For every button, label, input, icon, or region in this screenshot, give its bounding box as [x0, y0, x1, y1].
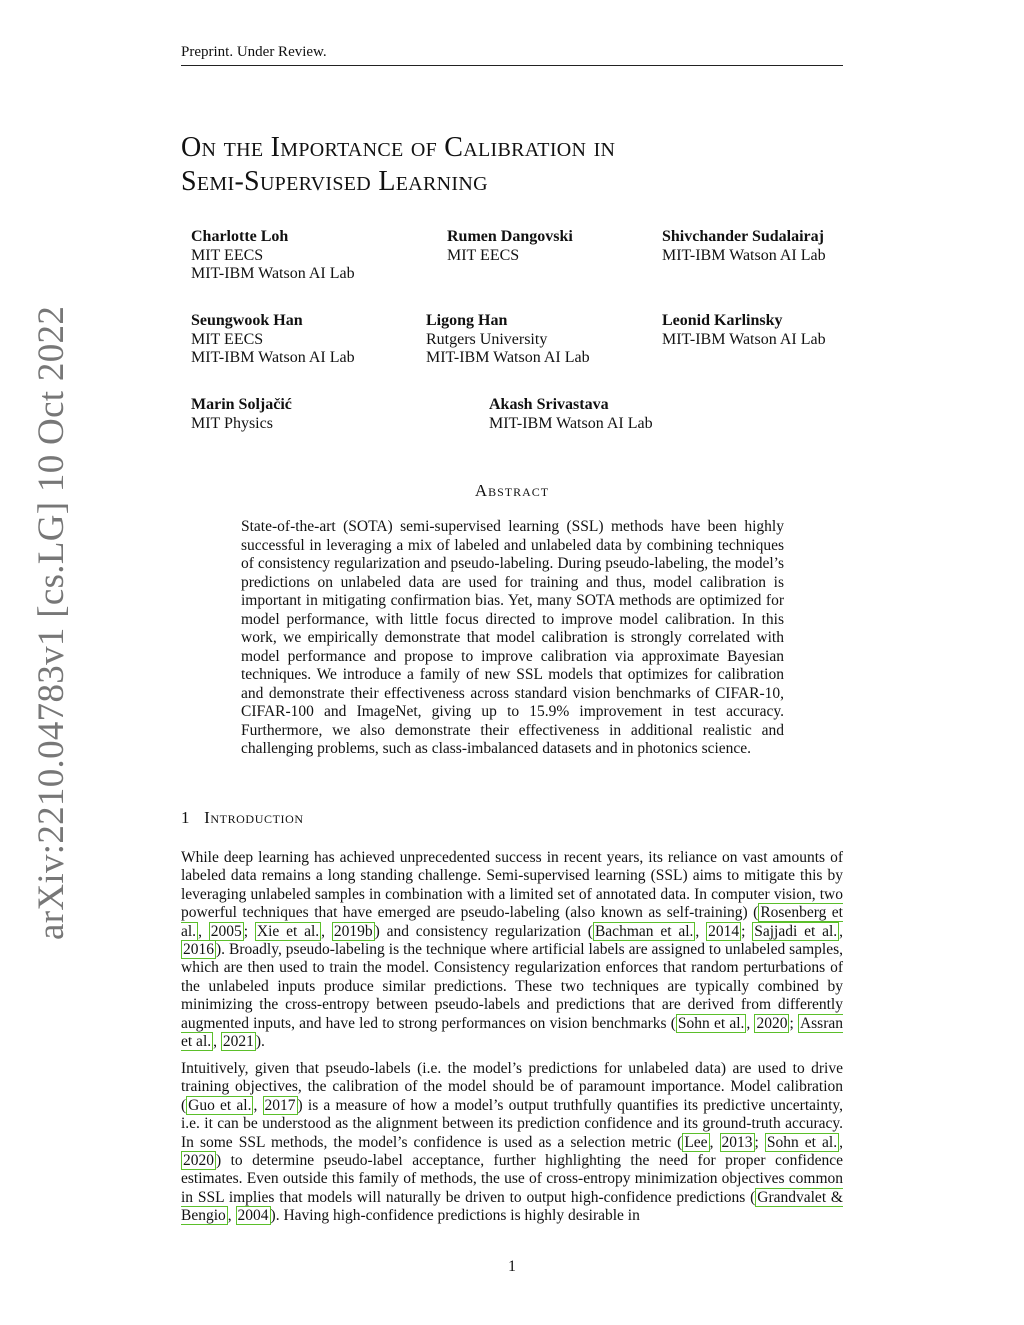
author-affiliation: MIT EECS: [191, 330, 264, 348]
author-name: Akash Srivastava: [489, 396, 609, 413]
title-capital: C: [444, 132, 464, 163]
title-smallcaps: alibration in: [463, 132, 616, 163]
citation-link[interactable]: Xie et al.: [256, 922, 320, 940]
abstract-text: State-of-the-art (SOTA) semi-supervised learning (SSL) methods have been highly successful in leveraging a mix of labeled and unlabeled data by combining techniques of consistency regularization and pseudo-labeling. During pseudo-labeling, the model’s predictions on unlabeled data are used for training and thus, model calibration is important in mitigating confirmation bias. Yet, many SOTA methods are optimized for model performance, with little focus directed to improve model calibration. In this work, we empirically demonstrate that model calibration is strongly correlated with model performance and propose to improve calibration via approximate Bayesian techniques. We introduce a family of new SSL models that optimizes for calibration and demonstrate their effectiveness across standard vision benchmarks of CIFAR-10, CIFAR-100 and ImageNet, giving up to 15.9% improvement in test accuracy. Furthermore, we also demonstrate their effectiveness in additional realistic and challenging problems, such as class-imbalanced datasets and in photonics science.: [241, 518, 784, 757]
citation-link[interactable]: Grandvalet & Bengio: [181, 1188, 843, 1225]
author-affiliation: MIT-IBM Watson AI Lab: [426, 349, 590, 366]
author-name: Shivchander Sudalairaj: [662, 228, 824, 245]
section-heading: [181, 808, 304, 828]
title-line-2: [181, 165, 615, 199]
author-affiliation: MIT-IBM Watson AI Lab: [662, 330, 826, 348]
title-smallcaps: upervised: [259, 166, 379, 197]
citation-link[interactable]: 2014: [708, 922, 740, 940]
author-affiliation: MIT-IBM Watson AI Lab: [662, 246, 826, 264]
citation-link[interactable]: Lee: [684, 1133, 708, 1151]
title-capital: L: [378, 166, 396, 197]
citation-link[interactable]: Sohn et al.: [677, 1014, 745, 1032]
citation-link[interactable]: Sohn et al.: [766, 1133, 838, 1151]
author-block: [447, 228, 573, 265]
title-capital: O: [181, 132, 202, 163]
arxiv-stamp: arXiv:2210.04783v1 [cs.LG] 10 Oct 2022: [31, 305, 72, 940]
citation-link[interactable]: Sajjadi et al.: [754, 922, 838, 940]
title-capital: S: [181, 166, 197, 197]
citation-link[interactable]: 2020: [756, 1014, 788, 1032]
abstract-heading: Abstract: [474, 481, 550, 500]
title-smallcaps: earning: [395, 166, 488, 197]
section-title: Introduction: [204, 808, 304, 827]
author-block: [426, 312, 590, 368]
author-block: [489, 396, 653, 433]
author-affiliation: MIT EECS: [447, 246, 520, 264]
citation-link[interactable]: 2005: [210, 922, 242, 940]
title-smallcaps: mportance of: [280, 132, 445, 163]
citation-link[interactable]: Guo et al.: [188, 1096, 252, 1114]
citation-link[interactable]: 2021: [222, 1033, 254, 1051]
paper-title: [181, 131, 615, 199]
page-number: 1: [508, 1258, 516, 1275]
citation-link[interactable]: 2020: [183, 1152, 214, 1170]
citation-link[interactable]: 2013: [721, 1133, 753, 1151]
title-capital: -S: [234, 166, 260, 197]
header-rule: [181, 65, 843, 66]
section-number: 1: [181, 808, 191, 827]
citation-link[interactable]: Bachman et al.: [594, 922, 694, 940]
author-affiliation: Rutgers University: [426, 330, 548, 348]
author-name: Rumen Dangovski: [447, 228, 573, 245]
author-affiliation: MIT-IBM Watson AI Lab: [191, 265, 355, 282]
author-affiliation: MIT EECS: [191, 246, 264, 264]
title-smallcaps: emi: [196, 166, 235, 197]
citation-link[interactable]: 2017: [264, 1096, 296, 1114]
citation-link[interactable]: Assran et al.: [181, 1014, 844, 1051]
intro-paragraph-1: While deep learning has achieved unprecedented success in recent years, its reliance on vast amounts of labeled data remains a long standing challenge. Semi-supervised learning (SSL) aims to mitigate this by leveraging unlabeled samples in combination with a limited set of annotated data. In computer vision, two powerful techniques that have emerged are pseudo-labeling (also known as self-training) ( Rosenberg et al. , 2005 ; Xie et al. , 2019b ) and consistency regularization ( Bachman et al. , 2014 ; Sajjadi et al. , 2016 ). Broadly, pseudo-labeling is the technique where artificial labels are assigned to unlabeled samples, which are then used to train the model. Consistency regularization enforces that random perturbations of the unlabeled inputs produce similar predictions. These two techniques are typically combined by minimizing the cross-entropy between pseudo-labels and predictions that are derived from differently augmented inputs, and have led to strong performances on vision benchmarks ( Sohn et al. , 2020 ; Assran et al. , 2021 ).: [181, 849, 844, 1051]
title-smallcaps: n the: [201, 132, 271, 163]
citation-link[interactable]: 2019b: [333, 922, 373, 940]
author-block: [662, 228, 826, 265]
author-name: Charlotte Loh: [191, 228, 289, 245]
author-name: Marin Soljačić: [191, 396, 292, 413]
author-name: Seungwook Han: [191, 312, 303, 329]
citation-link[interactable]: 2016: [183, 941, 214, 959]
title-line-1: [181, 131, 615, 165]
author-affiliation: MIT-IBM Watson AI Lab: [191, 349, 355, 366]
author-name: Leonid Karlinsky: [662, 312, 783, 329]
author-block: [662, 312, 826, 349]
author-affiliation: MIT Physics: [191, 414, 273, 432]
author-block: [191, 396, 292, 433]
intro-paragraph-2: Intuitively, given that pseudo-labels (i.e. the model’s predictions for unlabeled data) are used to drive training objectives, the calibration of the model should be of paramount importance. Model calibration ( Guo et al. , 2017 ) is a measure of how a model’s output truthfully quantifies its predictive uncertainty, i.e. it can be understood as the alignment between its prediction confidence and its ground-truth accuracy. In some SSL methods, the model’s confidence is used as a selection metric ( Lee , 2013 ; Sohn et al. , 2020 ) to determine pseudo-label acceptance, further highlighting the need for proper confidence estimates. Even outside this family of methods, the use of cross-entropy minimization objectives common in SSL implies that models will naturally be driven to output high-confidence predictions ( Grandvalet & Bengio , 2004 ). Having high-confidence predictions is highly desirable in: [181, 1060, 843, 1225]
running-head: Preprint. Under Review.: [181, 44, 327, 60]
author-block: [191, 312, 355, 368]
title-capital: I: [270, 132, 281, 163]
author-affiliation: MIT-IBM Watson AI Lab: [489, 414, 653, 432]
author-name: Ligong Han: [426, 312, 508, 329]
citation-link[interactable]: 2004: [237, 1207, 269, 1225]
author-block: [191, 228, 355, 284]
citation-link[interactable]: Rosenberg et al.: [181, 904, 843, 940]
